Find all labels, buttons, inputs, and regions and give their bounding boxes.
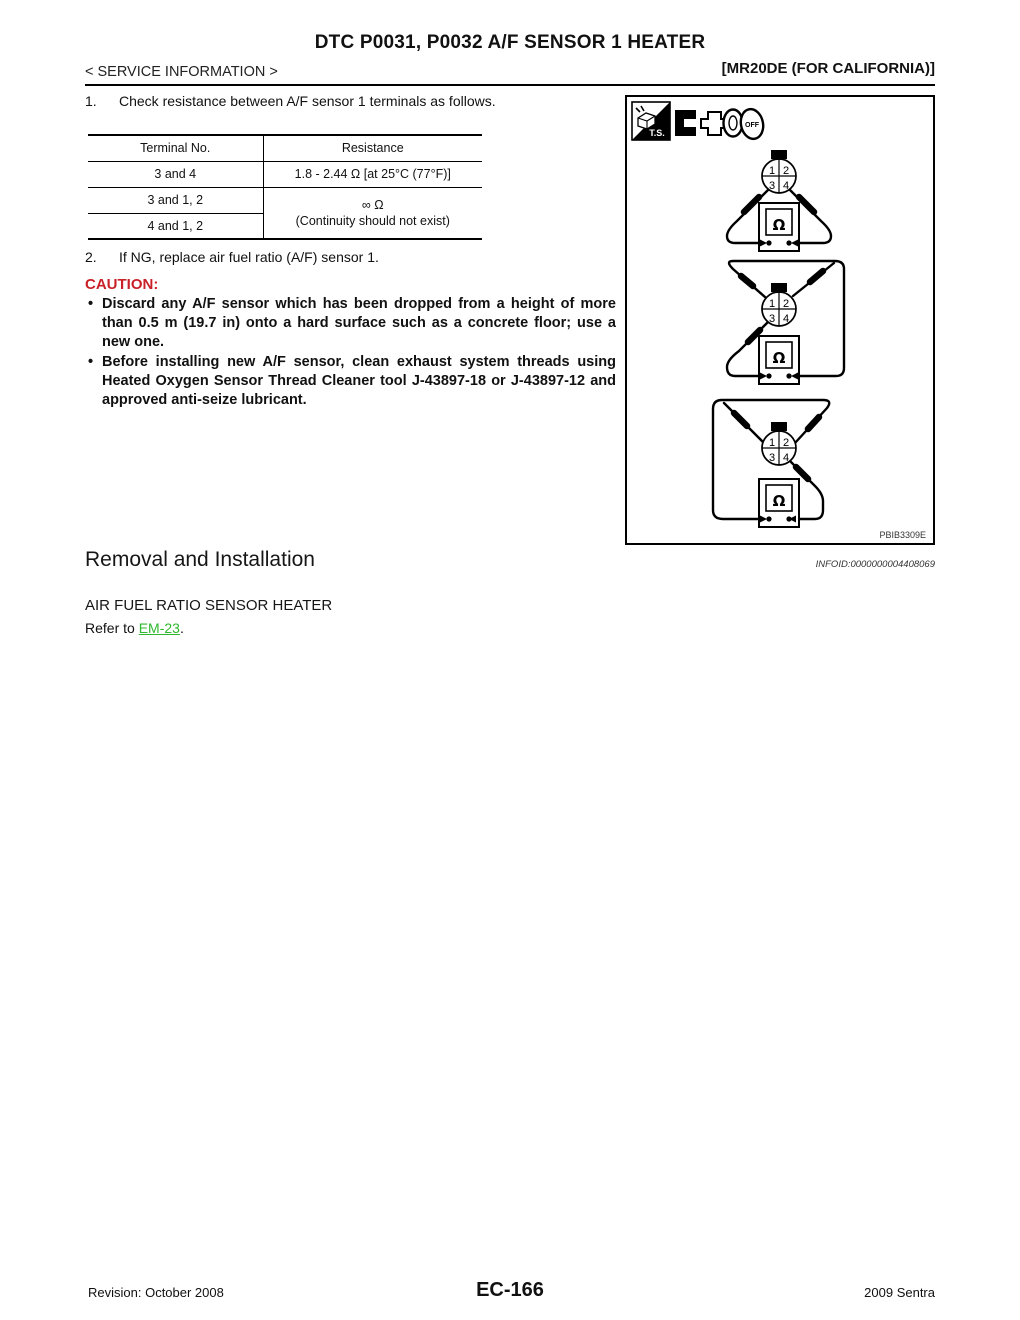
svg-text:3: 3 bbox=[768, 313, 776, 325]
svg-text:1: 1 bbox=[768, 437, 776, 449]
ignition-off-icon bbox=[724, 107, 766, 141]
caution-item bbox=[85, 353, 616, 410]
test-procedure-figure bbox=[625, 95, 935, 545]
ts-tool-icon bbox=[632, 102, 670, 140]
svg-text:4: 4 bbox=[782, 452, 790, 464]
af-sensor-heater-subheading: AIR FUEL RATIO SENSOR HEATER bbox=[85, 597, 333, 614]
terminal-cell: 4 and 1, 2 bbox=[88, 213, 263, 239]
svg-text:2: 2 bbox=[782, 165, 790, 177]
check-3-12-diagram bbox=[727, 261, 844, 384]
svg-text:T.S.: T.S. bbox=[649, 128, 665, 138]
disconnect-connector-icon bbox=[675, 110, 727, 136]
svg-text:2: 2 bbox=[782, 437, 790, 449]
svg-text:4: 4 bbox=[782, 180, 790, 192]
terminal-cell: 3 and 1, 2 bbox=[88, 187, 263, 213]
resistance-merged-cell bbox=[263, 187, 482, 239]
table-row bbox=[88, 161, 482, 187]
resistance-table bbox=[88, 134, 482, 240]
figure-code-label: PBIB3309E bbox=[879, 530, 926, 540]
svg-text:3: 3 bbox=[768, 180, 776, 192]
svg-text:Ω: Ω bbox=[772, 349, 786, 367]
header-divider bbox=[85, 84, 935, 86]
check-4-12-diagram bbox=[713, 400, 829, 527]
svg-text:4: 4 bbox=[782, 313, 790, 325]
engine-variant-label: [MR20DE (FOR CALIFORNIA)] bbox=[721, 60, 935, 77]
col-header-terminal: Terminal No. bbox=[140, 141, 211, 156]
step-2-number: 2. bbox=[85, 249, 97, 265]
em-23-link[interactable]: EM-23 bbox=[138, 620, 180, 636]
svg-text:Ω: Ω bbox=[772, 492, 786, 510]
table-header-row bbox=[88, 135, 482, 161]
removal-installation-heading: Removal and Installation bbox=[85, 548, 315, 571]
caution-text: Discard any A/F sensor which has been dropped from a height of more than 0.5 m (19.7 in) onto a hard surface such as a concrete floor; use a new one. bbox=[102, 296, 616, 350]
infoid-label: INFOID:0000000004408069 bbox=[815, 559, 935, 570]
footer-revision: Revision: October 2008 bbox=[88, 1285, 224, 1300]
check-3-4-diagram bbox=[727, 150, 831, 251]
resistance-infinity: ∞ Ω bbox=[361, 197, 384, 212]
table-row bbox=[88, 187, 482, 213]
resistance-note: (Continuity should not exist) bbox=[295, 213, 450, 228]
caution-list bbox=[85, 295, 616, 410]
caution-text: Before installing new A/F sensor, clean exhaust system threads using Heated Oxygen Sensor Thread Cleaner tool J-43897-18 or J-43897-12 and approved anti-seize lubricant. bbox=[102, 354, 616, 408]
caution-item bbox=[85, 295, 616, 352]
svg-text:2: 2 bbox=[782, 298, 790, 310]
figure-drawing bbox=[627, 97, 933, 543]
footer-page-number: EC-166 bbox=[476, 1279, 544, 1301]
refer-prefix: Refer to bbox=[85, 620, 139, 636]
procedure-column bbox=[85, 92, 616, 411]
step-1-text: Check resistance between A/F sensor 1 terminals as follows. bbox=[119, 93, 496, 109]
svg-text:3: 3 bbox=[768, 452, 776, 464]
step-1-number: 1. bbox=[85, 93, 97, 109]
step-2-text: If NG, replace air fuel ratio (A/F) sensor 1. bbox=[119, 249, 379, 265]
caution-label: CAUTION: bbox=[85, 276, 159, 293]
refer-line bbox=[85, 620, 184, 636]
page-title: DTC P0031, P0032 A/F SENSOR 1 HEATER bbox=[314, 32, 706, 53]
svg-text:1: 1 bbox=[768, 165, 776, 177]
resistance-cell: 1.8 - 2.44 Ω [at 25°C (77°F)] bbox=[263, 161, 482, 187]
svg-text:1: 1 bbox=[768, 298, 776, 310]
section-label: < SERVICE INFORMATION > bbox=[85, 64, 278, 80]
col-header-resistance: Resistance bbox=[263, 135, 482, 161]
svg-text:Ω: Ω bbox=[772, 216, 786, 234]
svg-text:OFF: OFF bbox=[745, 122, 759, 129]
step-1 bbox=[85, 92, 616, 110]
refer-suffix: . bbox=[179, 620, 184, 636]
step-2 bbox=[85, 248, 616, 266]
bullet-icon: • bbox=[88, 296, 94, 312]
bullet-icon: • bbox=[88, 354, 94, 370]
footer-model: 2009 Sentra bbox=[864, 1285, 935, 1300]
terminal-cell: 3 and 4 bbox=[88, 161, 263, 187]
